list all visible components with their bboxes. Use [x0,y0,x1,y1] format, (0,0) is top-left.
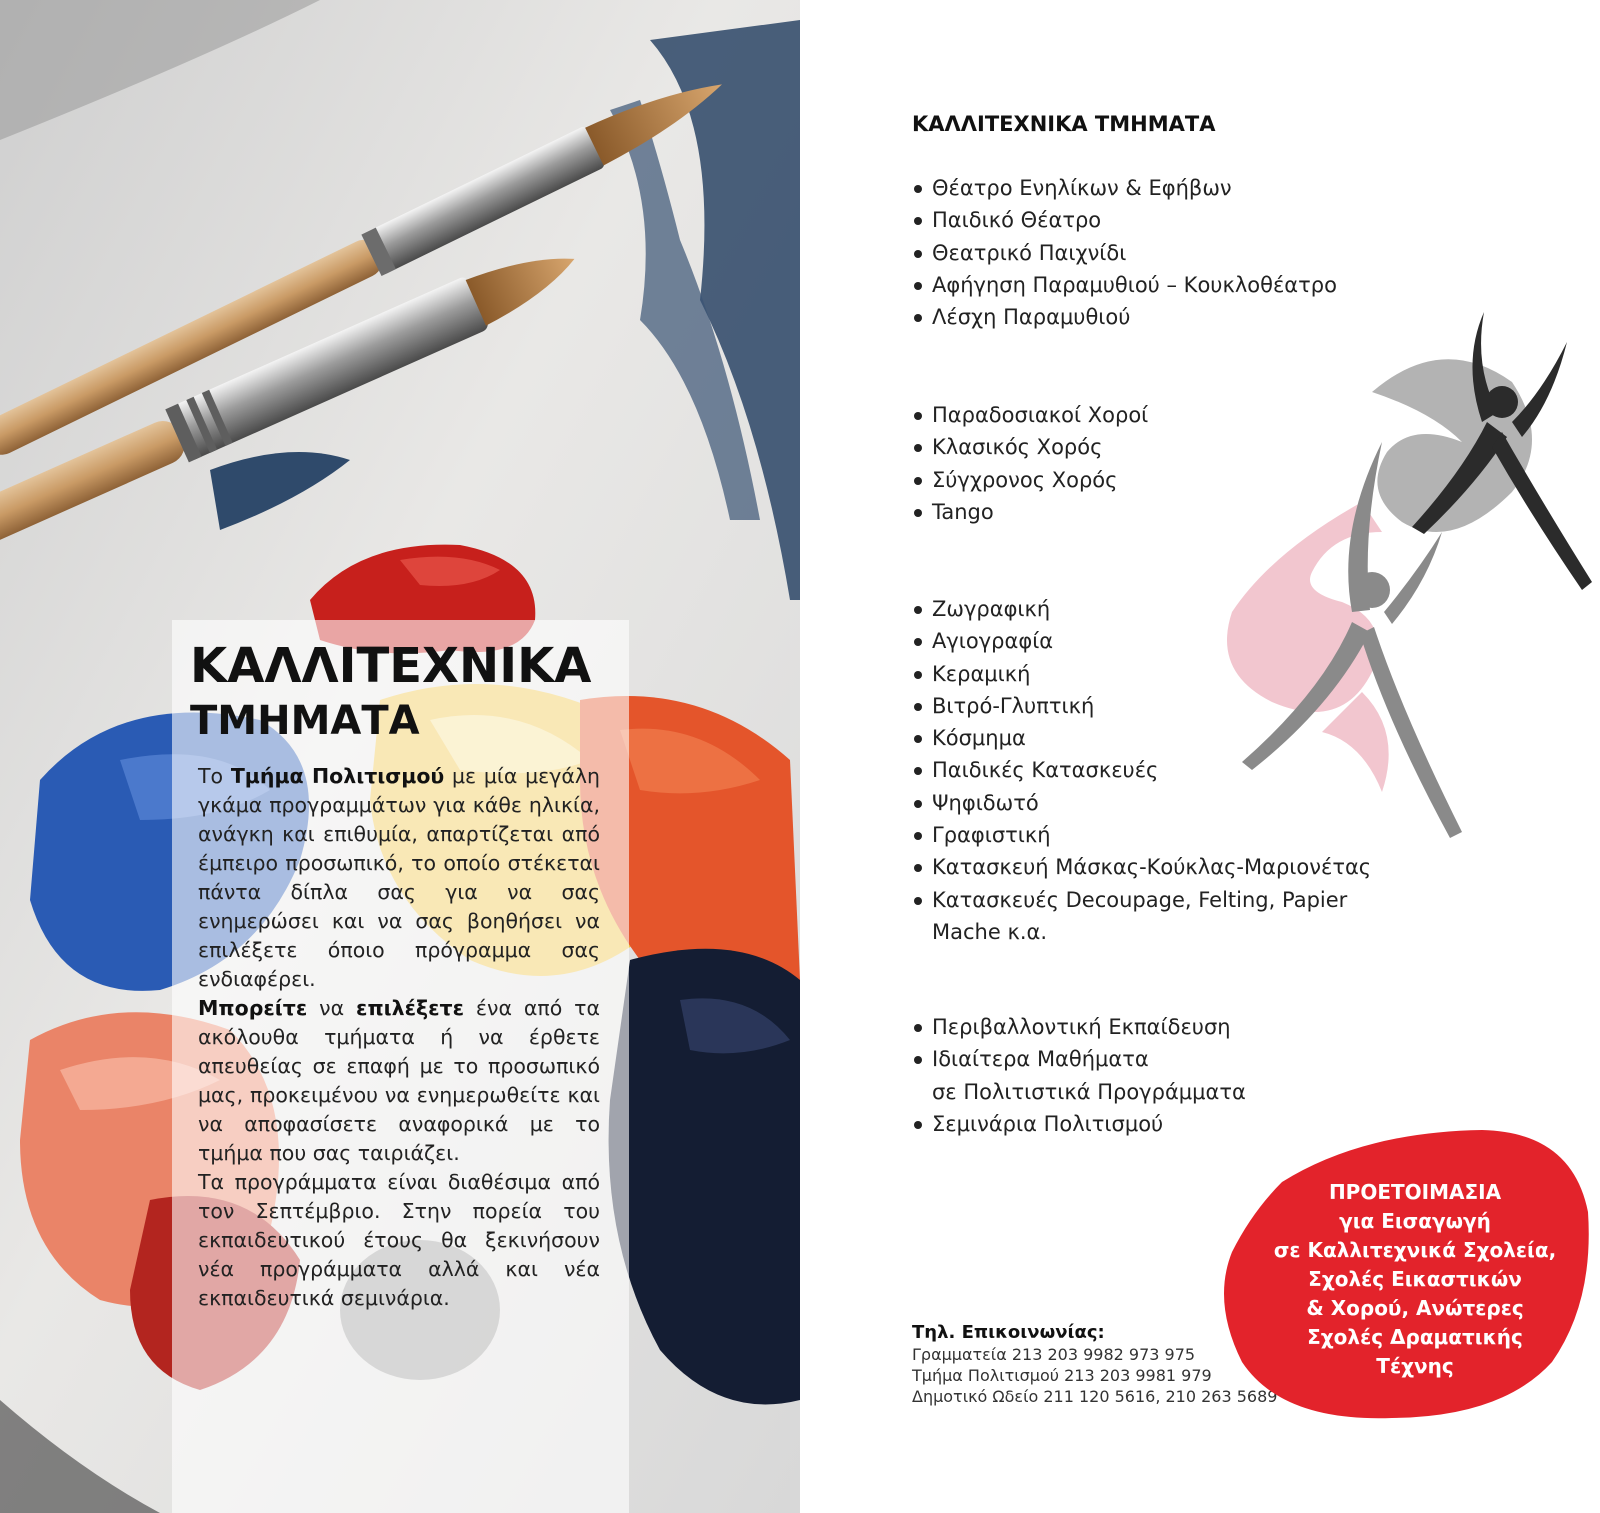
intro-paragraph-2 [198,994,600,1168]
dancers-icon [1212,272,1600,862]
list-item: Θέατρο Ενηλίκων & Εφήβων [912,172,1337,204]
list-item: Κεραμική [912,658,1371,690]
callout-line: σε Καλλιτεχνικά Σχολεία, [1273,1238,1557,1262]
callout-line: Τέχνης [1376,1354,1454,1378]
other-list [912,1011,1246,1140]
p2-bold-1: Μπορείτε [198,996,308,1020]
p1-rest: με μία μεγάλη γκάμα προγραμμάτων για κάθε ηλικία, ανάγκη και επιθυμία, απαρτίζεται από έμπειρο προσωπικό, το οποίο στέκεται πάντα δίπλα σας για να σας ενημερώσει και να σας βοηθήσει να επιλέξετε όποιο πρόγραμμα σας ενδιαφέρει. [198,764,600,991]
list-item-continuation: σε Πολιτιστικά Προγράμματα [932,1079,1246,1104]
callout-line: Σχολές Εικαστικών [1308,1267,1522,1291]
list-item: Αφήγηση Παραμυθιού – Κουκλοθέατρο [912,269,1337,301]
list-item: Tango [912,496,1148,528]
departments-title: ΚΑΛΛΙΤΕΧΝΙΚΑ ΤΜΗΜΑΤΑ [912,112,1216,136]
list-item: Γραφιστική [912,819,1371,851]
list-item: Κόσμημα [912,722,1371,754]
list-item: Ψηφιδωτό [912,787,1371,819]
list-item: Παραδοσιακοί Χοροί [912,399,1148,431]
list-item: Ιδιαίτερα Μαθήματα [912,1043,1246,1075]
intro-subtitle: ΤΜΗΜΑΤΑ [190,698,420,744]
list-item: Κατασκευή Μάσκας-Κούκλας-Μαριονέτας [912,851,1371,883]
list-item: Αγιογραφία [912,625,1371,657]
list-item: Κατασκευές Decoupage, Felting, Papier [912,884,1371,916]
contact-line: Δημοτικό Ωδείο 211 120 5616, 210 263 5689 [912,1387,1278,1406]
p2-mid: να [307,996,357,1020]
list-item: Λέσχη Παραμυθιού [912,301,1337,333]
callout-line: για Εισαγωγή [1339,1209,1491,1233]
intro-paragraph-1 [198,762,600,994]
list-item: Περιβαλλοντική Εκπαίδευση [912,1011,1246,1043]
p2-bold-2: επιλέξετε [356,996,465,1020]
callout-line: Σχολές Δραματικής [1307,1325,1523,1349]
list-item: Βιτρό-Γλυπτική [912,690,1371,722]
contact-heading: Τηλ. Επικοινωνίας: [912,1322,1105,1343]
list-item: Κλασικός Χορός [912,431,1148,463]
callout-line: ΠΡΟΕΤΟΙΜΑΣΙΑ [1328,1180,1502,1204]
p2-rest: ένα από τα ακόλουθα τμήματα ή να έρθετε απευθείας σε επαφή με το προσωπικό μας, προκειμένου να ενημερωθείτε και να αποφασίσετε αναφορικά με το τμήμα που σας ταιριάζει. [198,996,601,1165]
list-item: Θεατρικό Παιχνίδι [912,237,1337,269]
callout-line: & Χορού, Ανώτερες [1306,1296,1524,1320]
contact-line: Τμήμα Πολιτισμού 213 203 9981 979 [912,1366,1212,1385]
list-item-continuation: Mache κ.α. [932,919,1048,944]
p1-prefix: Το [198,764,231,788]
contact-line: Γραμματεία 213 203 9982 973 975 [912,1345,1196,1364]
list-item: Παιδικό Θέατρο [912,204,1337,236]
p1-bold: Τμήμα Πολιτισμού [230,764,445,788]
list-item: Σύγχρονος Χορός [912,464,1148,496]
intro-body [198,762,600,1313]
preparation-callout [1240,1178,1590,1381]
list-item: Σεμινάρια Πολιτισμού [912,1108,1246,1140]
list-item: Ζωγραφική [912,593,1371,625]
intro-paragraph-3: Τα προγράμματα είναι διαθέσιμα από τον Σεπτέμβριο. Στην πορεία του εκπαιδευτικού έτους θα ξεκινήσουν νέα προγράμματα αλλά και νέα εκπαιδευτικά σεμινάρια. [198,1170,600,1310]
dance-list [912,399,1148,528]
list-item: Παιδικές Κατασκευές [912,754,1371,786]
intro-title: ΚΑΛΛΙΤΕΧΝΙΚΑ [190,638,592,694]
